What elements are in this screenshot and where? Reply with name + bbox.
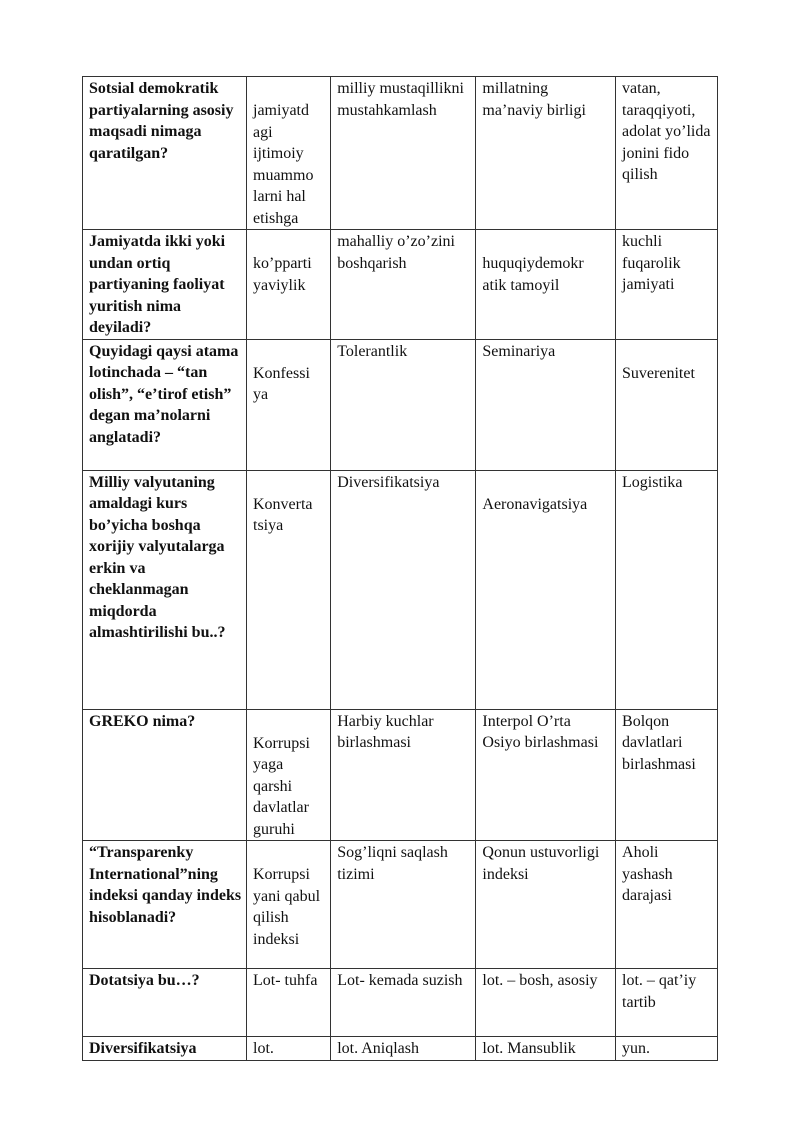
question-cell: GREKO nima?: [83, 709, 247, 841]
table-row: [83, 969, 718, 1037]
option-a-cell: Korrupsi yaga qarshi davlatlar guruhi: [247, 709, 331, 841]
option-a-cell: Lot- tuhfa: [247, 969, 331, 1037]
option-b-cell: Sog’liqni saqlash tizimi: [331, 841, 476, 969]
option-d-cell: Aholi yashash darajasi: [616, 841, 718, 969]
option-c-cell: lot. – bosh, asosiy: [476, 969, 616, 1037]
option-a-cell: lot.: [247, 1037, 331, 1061]
option-b-cell: Diversifikatsiya: [331, 470, 476, 709]
question-cell: Sotsial demokratik partiyalarning asosiy maqsadi nimaga qaratilgan?: [83, 77, 247, 230]
table-row: [83, 339, 718, 470]
option-c-cell: Seminariya: [476, 339, 616, 470]
option-a-cell: ko’pparti yaviylik: [247, 230, 331, 340]
option-b-cell: Tolerantlik: [331, 339, 476, 470]
question-cell: Milliy valyutaning amaldagi kurs bo’yicha boshqa xorijiy valyutalarga erkin va cheklanmagan miqdorda almashtirilishi bu..?: [83, 470, 247, 709]
table-row: [83, 709, 718, 841]
table-row: [83, 841, 718, 969]
option-b-cell: milliy mustaqillikni mustahkamlash: [331, 77, 476, 230]
question-cell: Diversifikatsiya: [83, 1037, 247, 1061]
option-c-cell: lot. Mansublik: [476, 1037, 616, 1061]
quiz-table: [82, 76, 718, 1061]
option-a-cell: jamiyatd agi ijtimoiy muammo larni hal etishga: [247, 77, 331, 230]
option-a-cell: Korrupsi yani qabul qilish indeksi: [247, 841, 331, 969]
option-d-cell: Bolqon davlatlari birlashmasi: [616, 709, 718, 841]
question-cell: Quyidagi qaysi atama lotinchada – “tan olish”, “e’tirof etish” degan ma’nolarni anglatadi?: [83, 339, 247, 470]
option-d-cell: lot. – qat’iy tartib: [616, 969, 718, 1037]
table-row: [83, 230, 718, 340]
option-c-cell: huquqiydemokr atik tamoyil: [476, 230, 616, 340]
option-c-cell: Aeronavigatsiya: [476, 470, 616, 709]
table-row: [83, 470, 718, 709]
option-d-cell: yun.: [616, 1037, 718, 1061]
table-row: [83, 77, 718, 230]
option-d-cell: kuchli fuqarolik jamiyati: [616, 230, 718, 340]
option-d-cell: vatan, taraqqiyoti, adolat yo’lida jonini fido qilish: [616, 77, 718, 230]
option-d-cell: Suverenitet: [616, 339, 718, 470]
option-b-cell: Harbiy kuchlar birlashmasi: [331, 709, 476, 841]
option-d-cell: Logistika: [616, 470, 718, 709]
question-cell: Dotatsiya bu…?: [83, 969, 247, 1037]
option-b-cell: Lot- kemada suzish: [331, 969, 476, 1037]
option-c-cell: Qonun ustuvorligi indeksi: [476, 841, 616, 969]
question-cell: “Transparenky International”ning indeksi qanday indeks hisoblanadi?: [83, 841, 247, 969]
option-c-cell: millatning ma’naviy birligi: [476, 77, 616, 230]
option-b-cell: mahalliy o’zo’zini boshqarish: [331, 230, 476, 340]
option-a-cell: Konverta tsiya: [247, 470, 331, 709]
table-row: [83, 1037, 718, 1061]
option-b-cell: lot. Aniqlash: [331, 1037, 476, 1061]
question-cell: Jamiyatda ikki yoki undan ortiq partiyaning faoliyat yuritish nima deyiladi?: [83, 230, 247, 340]
option-a-cell: Konfessi ya: [247, 339, 331, 470]
option-c-cell: Interpol O’rta Osiyo birlashmasi: [476, 709, 616, 841]
